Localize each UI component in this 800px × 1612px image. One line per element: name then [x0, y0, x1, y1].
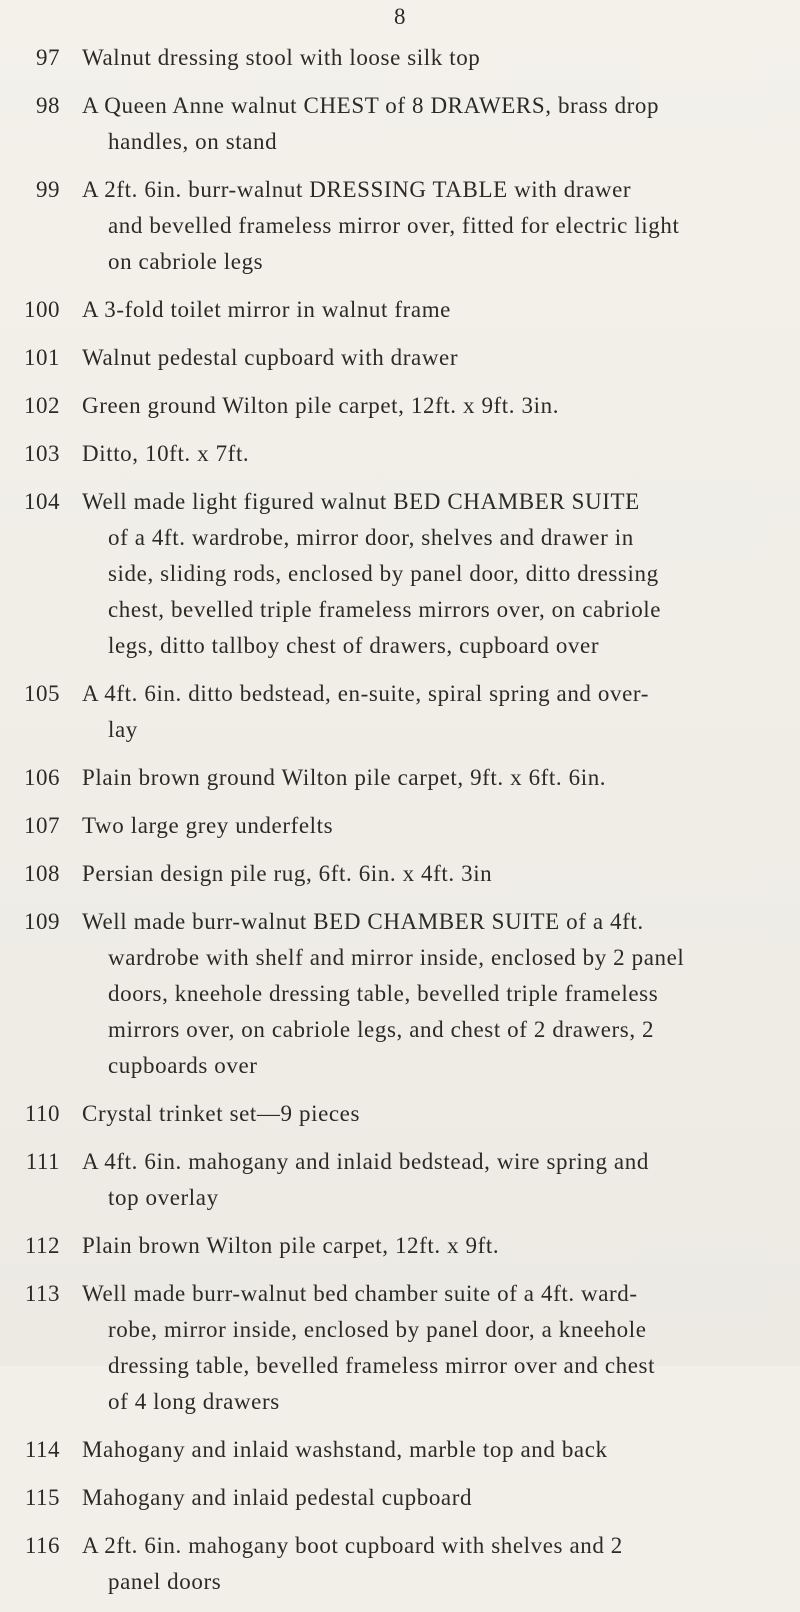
- lot-description-line: A 3-fold toilet mirror in walnut frame: [82, 297, 451, 322]
- lot-number: 113: [24, 1281, 60, 1306]
- lot-entry: [0, 808, 800, 844]
- lot-description: [82, 172, 792, 280]
- lot-description: [82, 436, 792, 472]
- lot-description-line: Well made light figured walnut BED CHAMBER SUITE: [82, 489, 640, 514]
- lot-entry: [0, 292, 800, 328]
- lot-number: 100: [24, 297, 60, 322]
- lot-entry: [0, 1096, 800, 1132]
- lot-description-line: A 4ft. 6in. ditto bedstead, en-suite, spiral spring and over-: [82, 681, 649, 706]
- lot-description-line: Ditto, 10ft. x 7ft.: [82, 441, 250, 466]
- lot-description-line: of a 4ft. wardrobe, mirror door, shelves and drawer in: [108, 525, 634, 550]
- lot-number: 106: [24, 765, 60, 790]
- lot-description-line: Walnut pedestal cupboard with drawer: [82, 345, 459, 370]
- lot-number: 114: [24, 1437, 60, 1462]
- lot-description-line: and bevelled frameless mirror over, fitted for electric light: [108, 213, 680, 238]
- lot-description-line: Green ground Wilton pile carpet, 12ft. x 9ft. 3in.: [82, 393, 560, 418]
- lot-description: [82, 340, 792, 376]
- lot-description: [82, 1276, 792, 1420]
- lot-description: [82, 1528, 792, 1600]
- lot-description-line: chest, bevelled triple frameless mirrors over, on cabriole: [108, 597, 662, 622]
- lot-number: 101: [24, 345, 60, 370]
- lot-description-line: Mahogany and inlaid washstand, marble top and back: [82, 1437, 608, 1462]
- lot-description-line: Mahogany and inlaid pedestal cupboard: [82, 1485, 473, 1510]
- lot-description-line: handles, on stand: [108, 129, 278, 154]
- lot-entry: [0, 340, 800, 376]
- lot-entry: [0, 1228, 800, 1264]
- lot-description-line: mirrors over, on cabriole legs, and chest of 2 drawers, 2: [108, 1017, 655, 1042]
- lot-number: 102: [24, 393, 60, 418]
- lot-description: [82, 388, 792, 424]
- lot-number: 97: [36, 45, 60, 70]
- lot-entry: [0, 676, 800, 748]
- lot-description: [82, 292, 792, 328]
- lot-description-line: A Queen Anne walnut CHEST of 8 DRAWERS, brass drop: [82, 93, 660, 118]
- lot-number: 116: [24, 1533, 60, 1558]
- lot-number: 110: [24, 1101, 60, 1126]
- lot-description: [82, 1144, 792, 1216]
- lot-description: [82, 88, 792, 160]
- lot-description-line: Two large grey underfelts: [82, 813, 334, 838]
- lot-description: [82, 1228, 792, 1264]
- lot-entry: [0, 1144, 800, 1216]
- lot-description-line: lay: [108, 717, 138, 742]
- lot-entry: [0, 388, 800, 424]
- lot-entry: [0, 484, 800, 664]
- lot-entry: [0, 436, 800, 472]
- lot-number: 108: [24, 861, 60, 886]
- lot-entry: [0, 1528, 800, 1600]
- lot-number: 112: [24, 1233, 60, 1258]
- lot-number: 107: [24, 813, 60, 838]
- lot-description: [82, 808, 792, 844]
- lot-entry: [0, 760, 800, 796]
- lot-description: [82, 760, 792, 796]
- lot-entry: [0, 40, 800, 76]
- lot-description-line: robe, mirror inside, enclosed by panel door, a kneehole: [108, 1317, 647, 1342]
- lot-entry: [0, 1432, 800, 1468]
- lot-entry: [0, 88, 800, 160]
- lot-number: 111: [25, 1149, 60, 1174]
- lot-entry: [0, 172, 800, 280]
- lot-description: [82, 40, 792, 76]
- lot-description-line: dressing table, bevelled frameless mirror over and chest: [108, 1353, 656, 1378]
- lot-description-line: cupboards over: [108, 1053, 258, 1078]
- lot-description-line: wardrobe with shelf and mirror inside, enclosed by 2 panel: [108, 945, 685, 970]
- lot-number: 103: [24, 441, 60, 466]
- lot-description-line: doors, kneehole dressing table, bevelled triple frameless: [108, 981, 659, 1006]
- lot-number: 104: [24, 489, 60, 514]
- lot-description-line: Well made burr-walnut bed chamber suite of a 4ft. ward-: [82, 1281, 638, 1306]
- lot-description: [82, 1480, 792, 1516]
- lot-description-line: of 4 long drawers: [108, 1389, 280, 1414]
- lot-description-line: on cabriole legs: [108, 249, 264, 274]
- lot-description-line: Plain brown ground Wilton pile carpet, 9ft. x 6ft. 6in.: [82, 765, 607, 790]
- lot-description-line: A 2ft. 6in. burr-walnut DRESSING TABLE with drawer: [82, 177, 632, 202]
- lot-number: 99: [36, 177, 60, 202]
- lot-description-line: side, sliding rods, enclosed by panel door, ditto dressing: [108, 561, 659, 586]
- lot-description-line: Walnut dressing stool with loose silk top: [82, 45, 481, 70]
- page-number: 8: [394, 4, 406, 29]
- lot-description: [82, 484, 792, 664]
- lot-entry: [0, 904, 800, 1084]
- lot-description-line: legs, ditto tallboy chest of drawers, cupboard over: [108, 633, 600, 658]
- lot-number: 115: [24, 1485, 60, 1510]
- lot-description: [82, 856, 792, 892]
- lot-description: [82, 1432, 792, 1468]
- lot-description-line: Persian design pile rug, 6ft. 6in. x 4ft. 3in: [82, 861, 493, 886]
- lot-description-line: A 2ft. 6in. mahogany boot cupboard with shelves and 2: [82, 1533, 623, 1558]
- lot-description: [82, 904, 792, 1084]
- lot-number: 109: [24, 909, 60, 934]
- lot-list: [0, 40, 800, 1612]
- lot-description: [82, 1096, 792, 1132]
- lot-number: 105: [24, 681, 60, 706]
- lot-entry: [0, 1480, 800, 1516]
- lot-description-line: Well made burr-walnut BED CHAMBER SUITE of a 4ft.: [82, 909, 644, 934]
- lot-description-line: panel doors: [108, 1569, 222, 1594]
- lot-description-line: top overlay: [108, 1185, 219, 1210]
- lot-entry: [0, 1276, 800, 1420]
- lot-description-line: Plain brown Wilton pile carpet, 12ft. x 9ft.: [82, 1233, 500, 1258]
- lot-description-line: Crystal trinket set—9 pieces: [82, 1101, 361, 1126]
- lot-entry: [0, 856, 800, 892]
- lot-number: 98: [36, 93, 60, 118]
- lot-description-line: A 4ft. 6in. mahogany and inlaid bedstead, wire spring and: [82, 1149, 649, 1174]
- lot-description: [82, 676, 792, 748]
